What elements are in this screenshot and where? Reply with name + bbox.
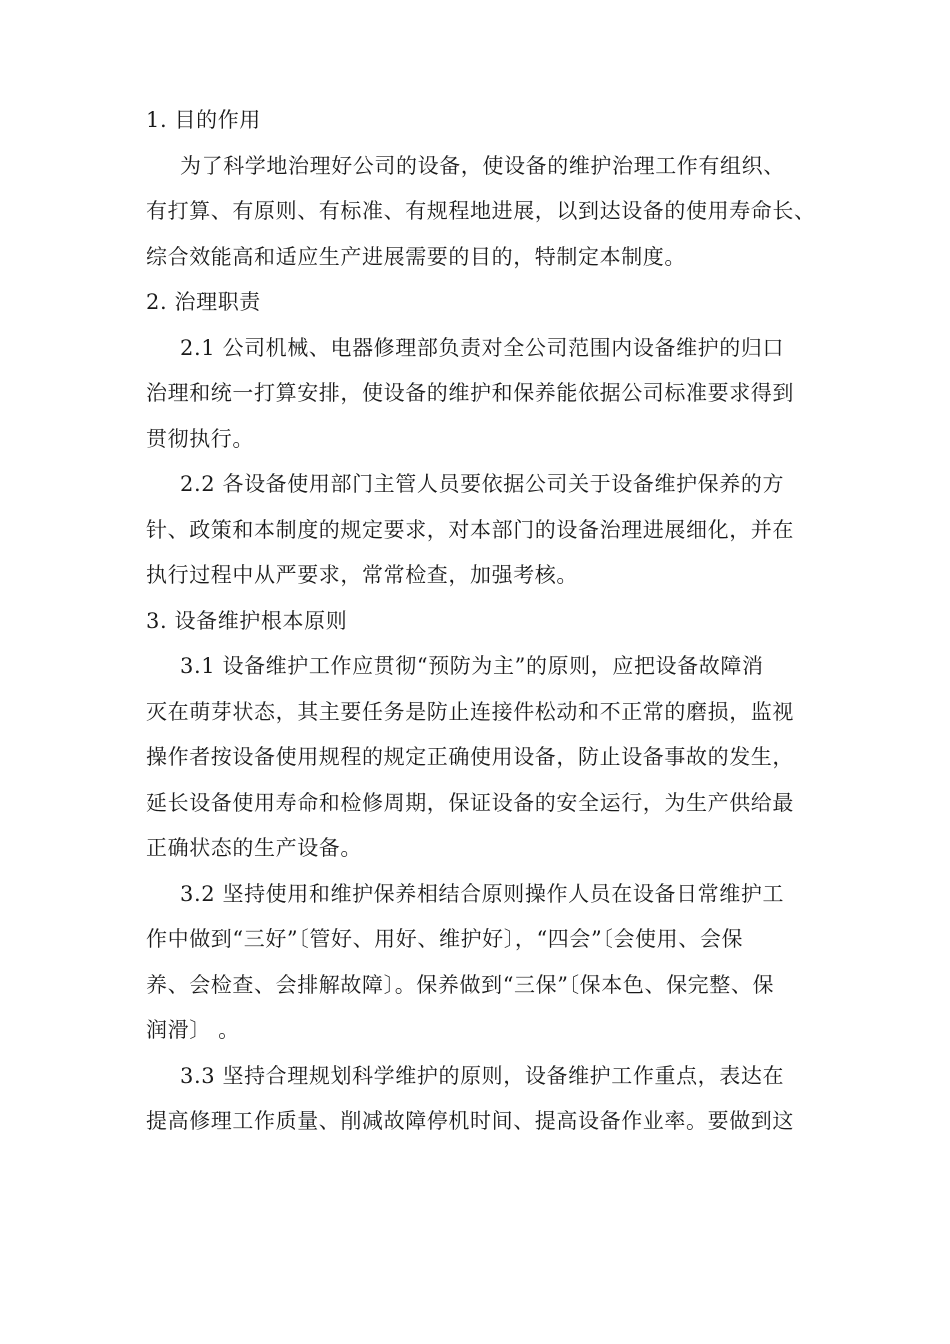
- paragraph: [146, 878, 826, 1047]
- paragraph: [146, 150, 826, 273]
- paragraph-line: 3.3 坚持合理规划科学维护的原则，设备维护工作重点，表达在: [180, 1063, 785, 1088]
- paragraph-line: 执行过程中从严要求，常常检查，加强考核。: [146, 563, 578, 587]
- paragraph-line: 3.2 坚持使用和维护保养相结合原则操作人员在设备日常维护工: [180, 881, 785, 906]
- paragraph: [146, 332, 826, 455]
- paragraph-line: 为了科学地治理好公司的设备，使设备的维护治理工作有组织、: [180, 153, 785, 178]
- paragraph-line: 正确状态的生产设备。: [146, 836, 362, 860]
- paragraph-line: 润滑〕 。: [146, 1018, 240, 1042]
- paragraph-line: 有打算、有原则、有标准、有规程地进展，以到达设备的使用寿命长、: [146, 199, 816, 223]
- paragraph-line: 灭在萌芽状态，其主要任务是防止连接件松动和不正常的磨损，监视: [146, 699, 794, 724]
- paragraph-line: 养、会检查、会排解故障〕。保养做到“三保”〔保本色、保完整、保: [146, 972, 775, 997]
- paragraph: [146, 650, 826, 864]
- paragraph-line: 提高修理工作质量、削减故障停机时间、提高设备作业率。要做到这: [146, 1109, 794, 1133]
- paragraph-line: 延长设备使用寿命和检修周期，保证设备的安全运行，为生产供给最: [146, 790, 794, 815]
- paragraph-line: 2.1 公司机械、电器修理部负责对全公司范围内设备维护的归口: [180, 335, 785, 360]
- paragraph-line: 2.2 各设备使用部门主管人员要依据公司关于设备维护保养的方: [180, 472, 785, 496]
- paragraph-line: 3.1 设备维护工作应贯彻“预防为主”的原则，应把设备故障消: [180, 654, 764, 678]
- section-heading: 2. 治理职责: [146, 290, 261, 314]
- paragraph-line: 综合效能高和适应生产进展需要的目的，特制定本制度。: [146, 244, 686, 269]
- paragraph-line: 针、政策和本制度的规定要求，对本部门的设备治理进展细化，并在: [146, 517, 794, 542]
- paragraph: [146, 1060, 826, 1138]
- document-body: [146, 104, 826, 1151]
- section-heading: 1. 目的作用: [146, 108, 261, 132]
- paragraph-line: 作中做到“三好”〔管好、用好、维护好〕，“四会”〔会使用、会保: [146, 927, 744, 951]
- section-heading: 3. 设备维护根本原则: [146, 608, 348, 633]
- paragraph-line: 治理和统一打算安排，使设备的维护和保养能依据公司标准要求得到: [146, 381, 794, 405]
- paragraph: [146, 468, 826, 591]
- paragraph-line: 操作者按设备使用规程的规定正确使用设备，防止设备事故的发生，: [146, 745, 794, 769]
- paragraph-line: 贯彻执行。: [146, 426, 254, 451]
